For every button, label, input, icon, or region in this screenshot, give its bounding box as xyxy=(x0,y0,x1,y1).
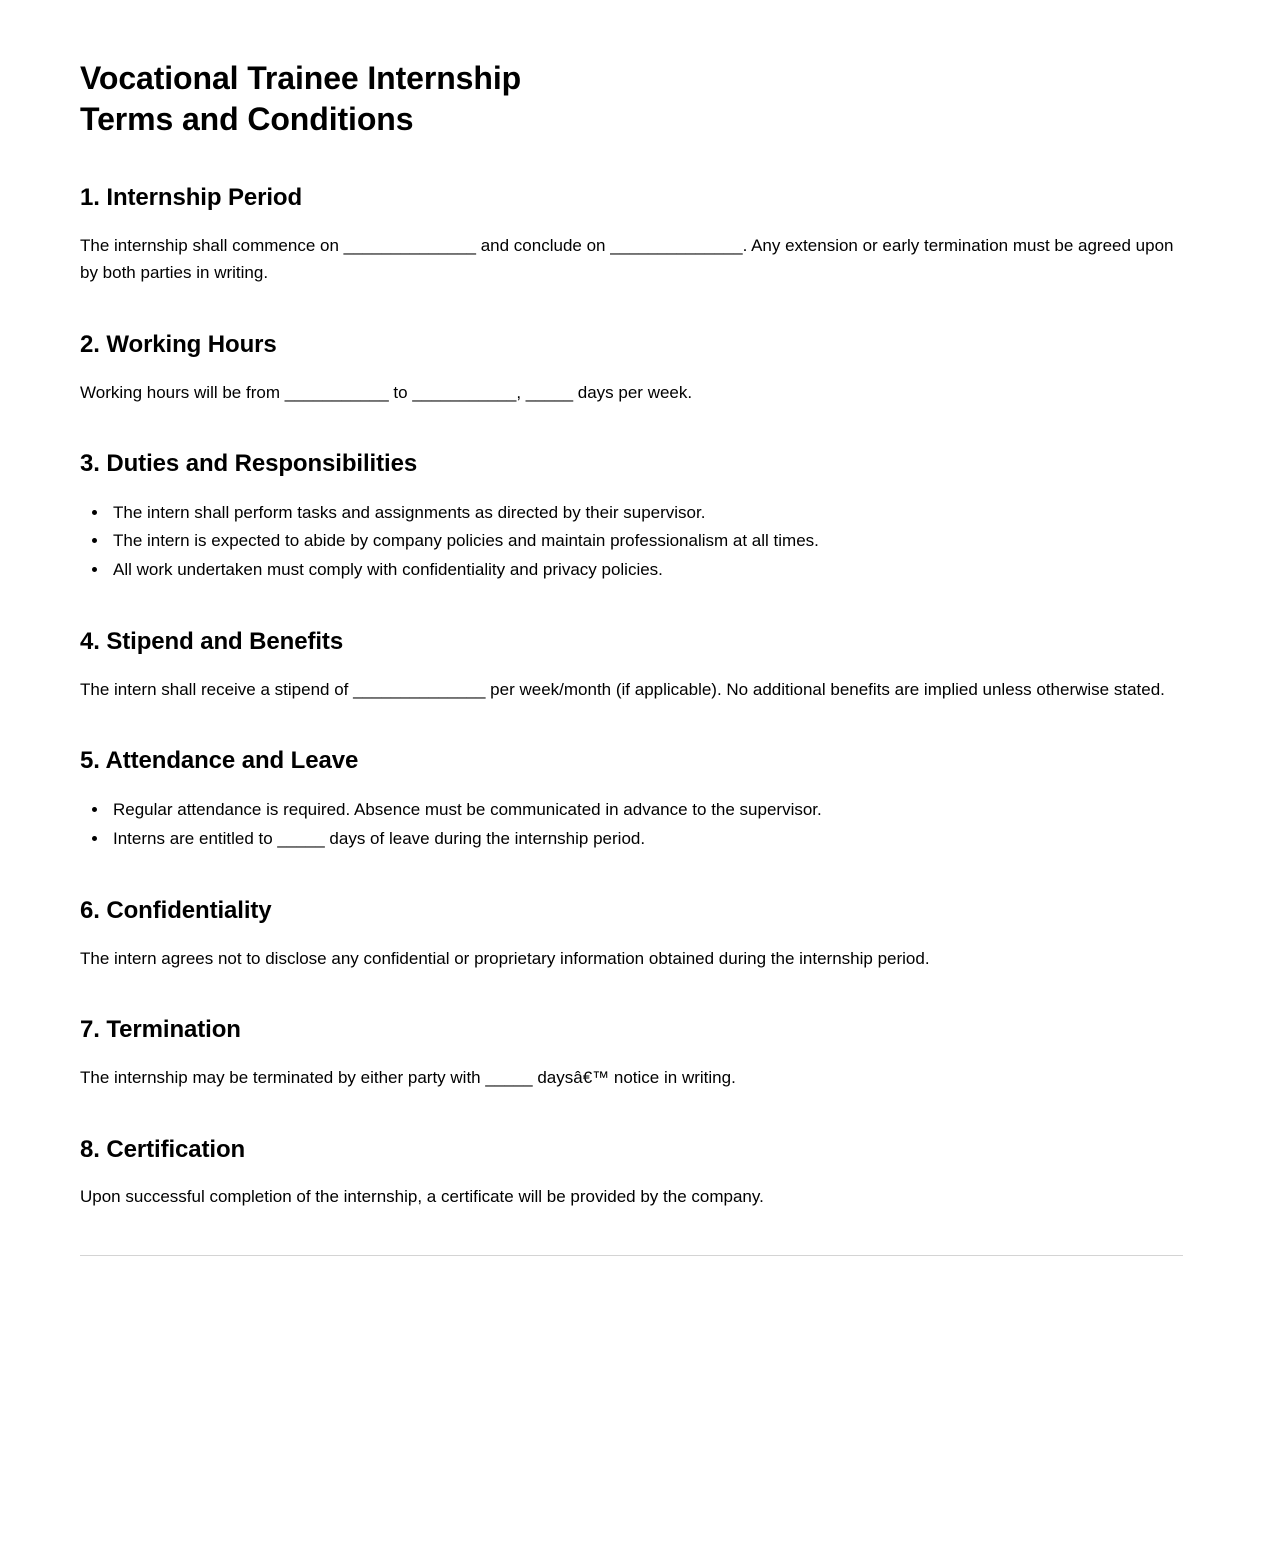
section-attendance-and-leave xyxy=(80,747,1183,853)
section-text-confidentiality: The intern agrees not to disclose any confidential or proprietary information obtained during the internship period. xyxy=(80,948,930,968)
page-bottom-whitespace xyxy=(80,1256,1183,1546)
section-confidentiality xyxy=(80,897,1183,972)
section-internship-period xyxy=(80,184,1183,287)
section-certification xyxy=(80,1136,1183,1211)
section-heading-certification: 8. Certification xyxy=(80,1135,246,1163)
section-heading-attendance-and-leave: 5. Attendance and Leave xyxy=(80,747,359,775)
section-working-hours xyxy=(80,331,1183,406)
document-title-line-2: Terms and Conditions xyxy=(80,100,414,137)
section-stipend-and-benefits xyxy=(80,628,1183,703)
section-heading-confidentiality: 6. Confidentiality xyxy=(80,896,272,924)
list-item: • Interns are entitled to _____ days of leave during the internship period. xyxy=(109,825,1183,853)
list-item: • Regular attendance is required. Absence must be communicated in advance to the supervisor. xyxy=(109,796,1183,824)
section-heading-working-hours: 2. Working Hours xyxy=(80,330,277,358)
section-text-internship-period: The internship shall commence on ______________ and conclude on ______________. Any extension or early termination must be agreed upon by both parties in writing. xyxy=(80,235,1174,283)
section-heading-termination: 7. Termination xyxy=(80,1016,241,1044)
section-heading-internship-period: 1. Internship Period xyxy=(80,183,303,211)
section-list-attendance-and-leave xyxy=(80,796,1183,853)
section-text-termination: The internship may be terminated by either party with _____ daysâ€™ notice in writing. xyxy=(80,1068,736,1088)
list-item: • The intern shall perform tasks and assignments as directed by their supervisor. xyxy=(109,499,1183,527)
list-item: • The intern is expected to abide by company policies and maintain professionalism at all times. xyxy=(109,527,1183,555)
section-text-working-hours: Working hours will be from ___________ to ___________, _____ days per week. xyxy=(80,382,693,402)
section-text-certification: Upon successful completion of the internship, a certificate will be provided by the company. xyxy=(80,1187,764,1207)
section-text-stipend-and-benefits: The intern shall receive a stipend of ______________ per week/month (if applicable). No additional benefits are implied unless otherwise stated. xyxy=(80,679,1165,699)
list-item: • All work undertaken must comply with confidentiality and privacy policies. xyxy=(109,556,1183,584)
section-termination xyxy=(80,1016,1183,1091)
document-title xyxy=(80,58,1183,140)
section-list-duties-and-responsibilities xyxy=(80,499,1183,584)
document-title-line-1: Vocational Trainee Internship xyxy=(80,60,522,96)
section-heading-stipend-and-benefits: 4. Stipend and Benefits xyxy=(80,628,344,656)
section-duties-and-responsibilities xyxy=(80,450,1183,584)
section-heading-duties-and-responsibilities: 3. Duties and Responsibilities xyxy=(80,450,418,478)
